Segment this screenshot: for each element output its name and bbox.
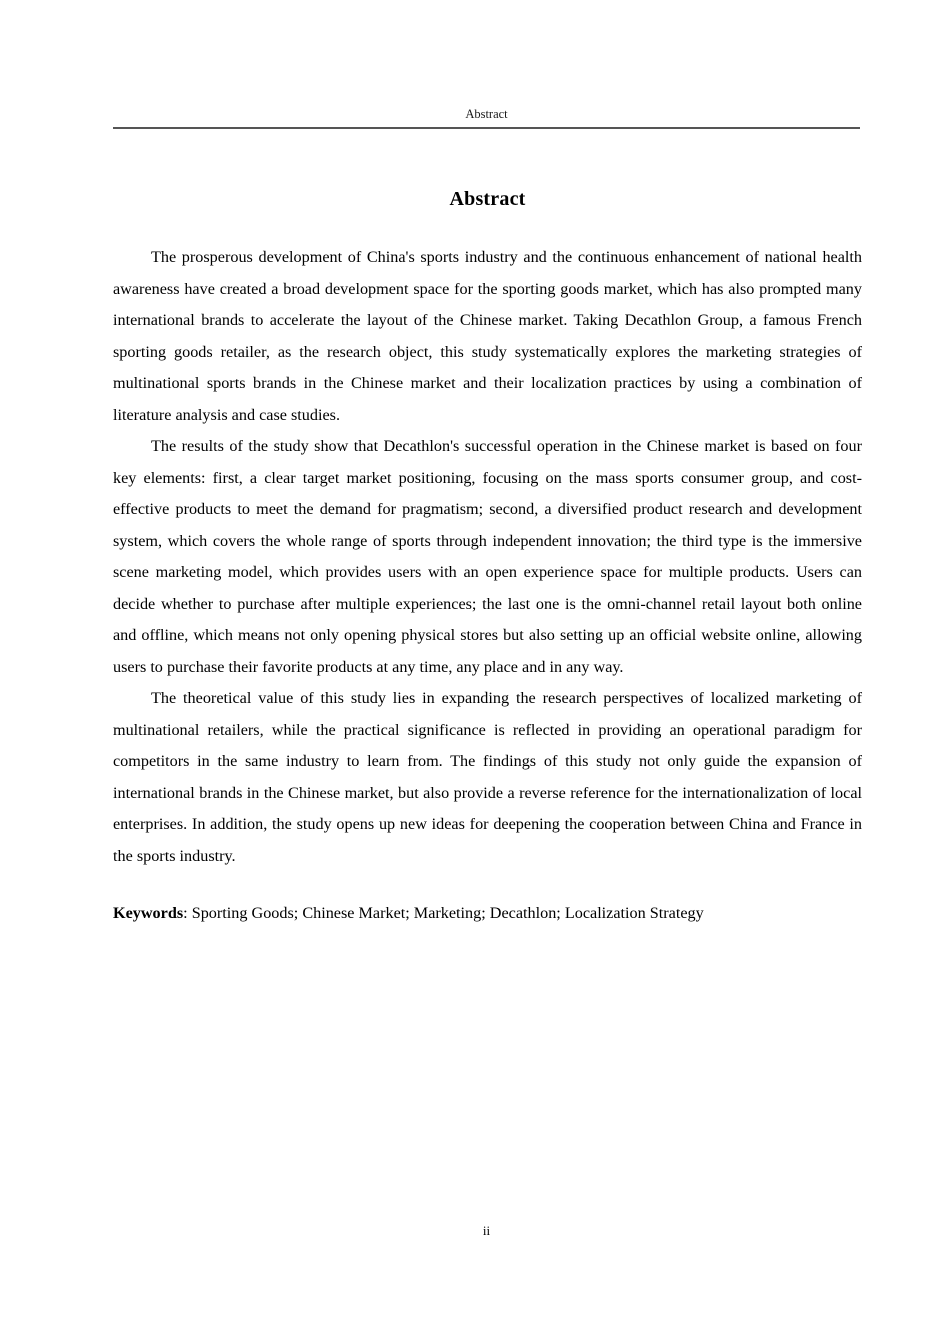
abstract-paragraph-2: The results of the study show that Decathlon's successful operation in the Chinese market is based on four key elements: first, a clear target market positioning, focusing on the mass sports consumer group, and cost-effective products to meet the demand for pragmatism; second, a diversified product research and development system, which covers the whole range of sports through independent innovation; the third type is the immersive scene marketing model, which provides users with an open experience space for multiple products. Users can decide whether to purchase after multiple experiences; the last one is the omni-channel retail layout both online and offline, which means not only opening physical stores but also setting up an official website online, allowing users to purchase their favorite products at any time, any place and in any way. bbox=[113, 437, 862, 676]
keywords-label: Keywords bbox=[113, 904, 184, 922]
keywords-separator: : bbox=[183, 904, 192, 922]
page-number-footer: ii bbox=[482, 1223, 491, 1238]
page-title: Abstract bbox=[449, 188, 526, 210]
running-header: Abstract bbox=[465, 107, 508, 121]
keywords-list: Sporting Goods; Chinese Market; Marketing; Decathlon; Localization Strategy bbox=[191, 904, 704, 922]
keywords-line bbox=[113, 898, 862, 930]
abstract-content bbox=[113, 186, 862, 930]
abstract-paragraph-1: The prosperous development of China's sports industry and the continuous enhancement of national health awareness have created a broad development space for the sporting goods market, which has also prompted many international brands to accelerate the layout of the Chinese market. Taking Decathlon Group, a famous French sporting goods retailer, as the research object, this study systematically explores the marketing strategies of multinational sports brands in the Chinese market and their localization practices by using a combination of literature analysis and case studies. bbox=[113, 248, 862, 424]
abstract-paragraph-3: The theoretical value of this study lies in expanding the research perspectives of localized marketing of multinational retailers, while the practical significance is reflected in providing an operational paradigm for competitors in the same industry to learn from. The findings of this study not only guide the expansion of international brands in the Chinese market, but also provide a reverse reference for the internationalization of local enterprises. In addition, the study opens up new ideas for deepening the cooperation between China and France in the sports industry. bbox=[113, 689, 862, 865]
header-divider-rule bbox=[113, 127, 860, 129]
